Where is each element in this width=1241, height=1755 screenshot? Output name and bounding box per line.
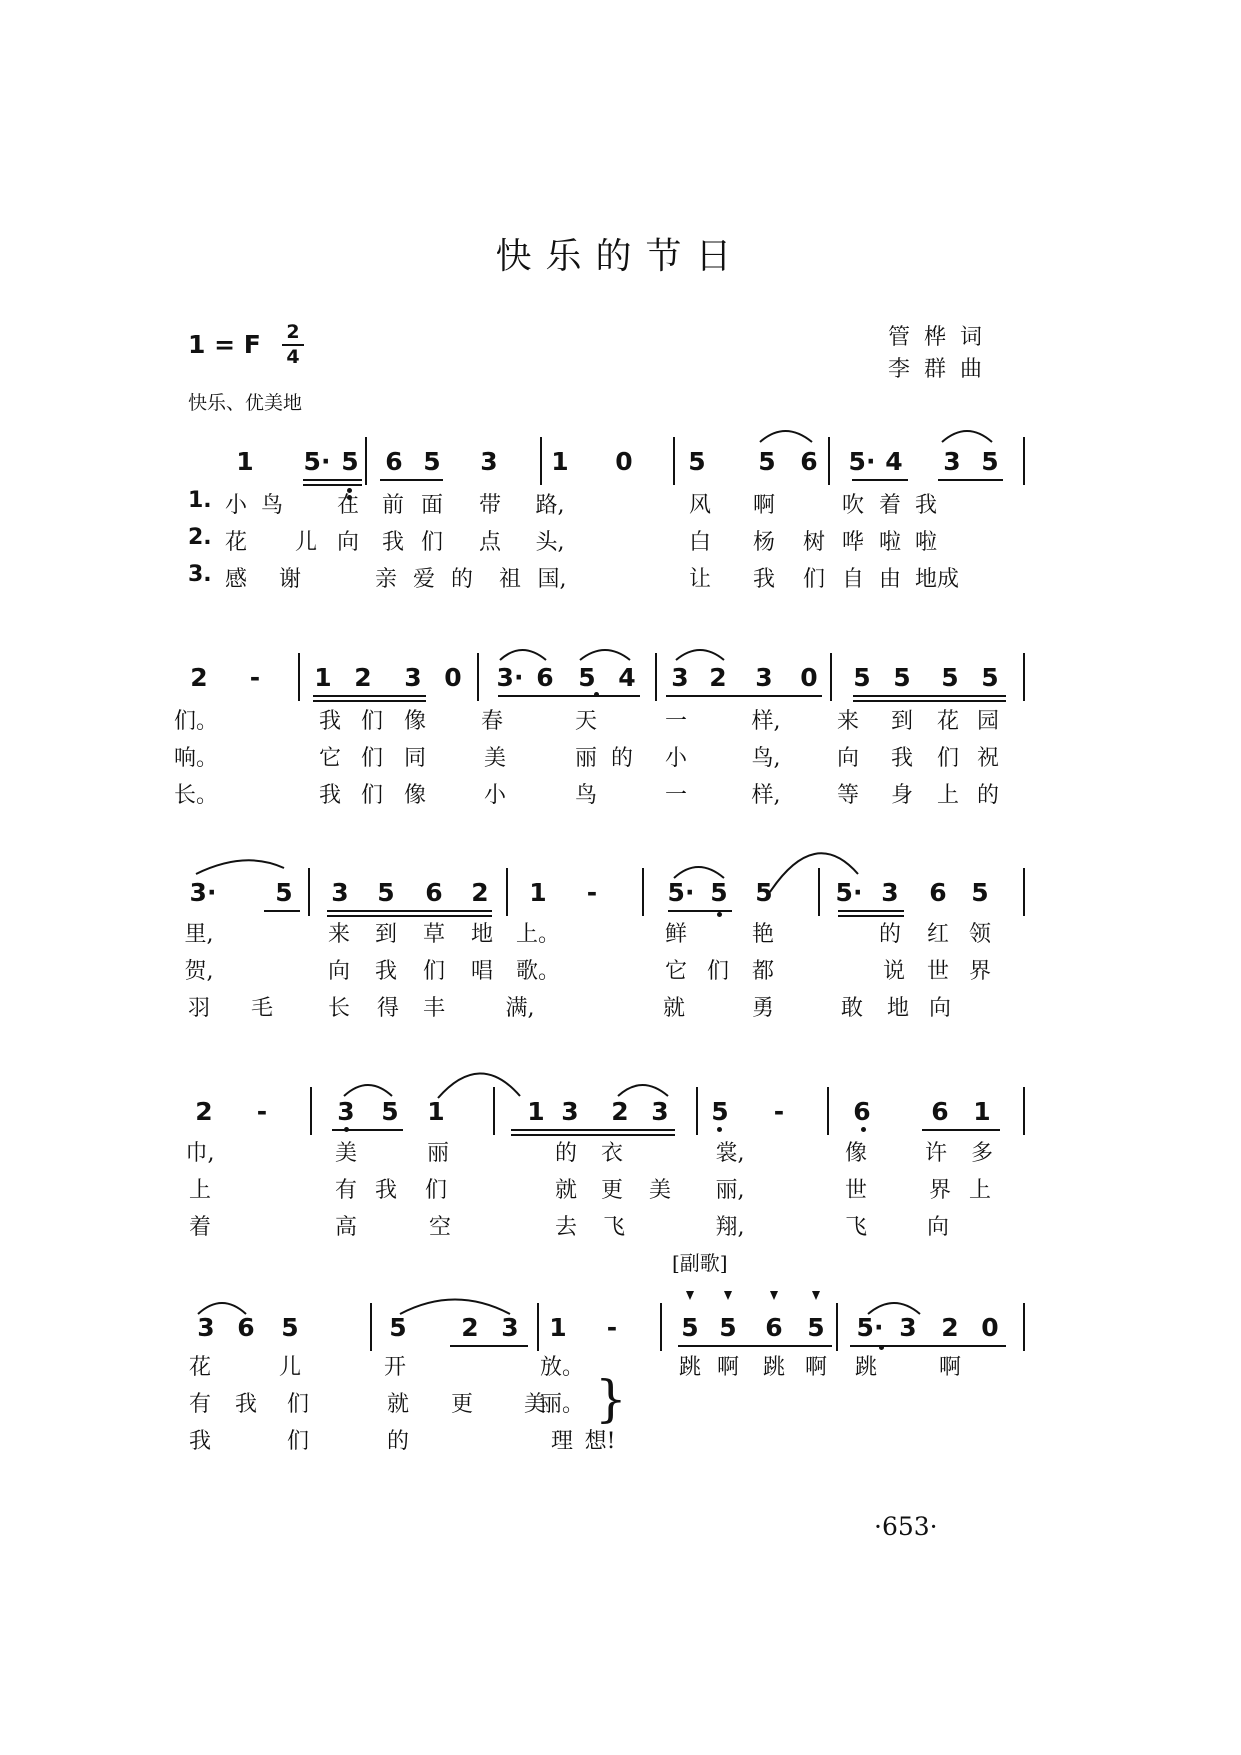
lyric-syllable: 我 [374,959,398,984]
note: 6 [800,447,818,476]
slur [400,1300,510,1315]
note: 5 [389,1313,407,1342]
lyric-syllable: 我 [188,1429,212,1454]
lyric-syllable: 的 [976,783,1000,808]
lyric-syllable: 前 [381,493,405,518]
lyric-syllable: 地 [914,567,938,592]
lyric-syllable: 我 [318,783,342,808]
lyric-syllable: 白 [688,530,712,555]
note: 5 [981,447,999,476]
lyric-syllable: 裳, [715,1141,745,1166]
note: 0 [800,663,818,692]
note: 1 [236,447,254,476]
note: 3 [881,878,899,907]
slur [500,650,546,660]
lyric-syllable: 就 [386,1392,410,1417]
lyric-syllable: 鲜 [664,922,688,947]
slur [198,1303,246,1314]
note: 5 [755,878,773,907]
lyric-syllable: 理 [550,1429,574,1454]
lyric-syllable: 更 [600,1178,624,1203]
lyric-syllable: 同 [403,746,427,771]
note: 5· [303,447,331,476]
note: 5 [981,663,999,692]
time-signature-top: 2 [286,321,300,343]
note: 5 [681,1313,699,1342]
lyric-syllable: 身 [890,783,914,808]
lyric-syllable: 们 [936,746,960,771]
note: 1 [549,1313,567,1342]
note: - [773,1097,785,1126]
lyric-syllable: 鸟 [260,493,284,518]
lyric-syllable: 来 [836,709,860,734]
note: 5 [578,663,596,692]
note: 6 [425,878,443,907]
lyric-syllable: 地 [470,922,494,947]
note: 1 [529,878,547,907]
note: 1 [551,447,569,476]
lyric-syllable: 的 [386,1429,410,1454]
lyric-syllable: 得 [376,996,400,1021]
lyric-syllable: 成 [936,567,960,592]
note: 3 [899,1313,917,1342]
lyric-syllable: 高 [334,1215,358,1240]
note: 5 [275,878,293,907]
note: 2 [195,1097,213,1126]
note: 3 [331,878,349,907]
lyric-syllable: 儿 [278,1355,302,1380]
lyric-syllable: 界 [968,959,992,984]
note: 6 [536,663,554,692]
lyric-syllable: 说 [882,959,906,984]
lyric-syllable: 它 [664,959,688,984]
note: 2 [611,1097,629,1126]
lyricist-credit: 管桦词 [888,325,997,350]
lyric-syllable: 放。 [539,1355,585,1380]
lyric-syllable: 头, [535,530,565,555]
lyric-syllable: 上 [936,783,960,808]
note: 6 [931,1097,949,1126]
lyric-syllable: 美 [334,1141,358,1166]
lyric-syllable: 啦 [878,530,902,555]
verse-number: 1. [188,488,212,513]
lyric-syllable: 点 [478,530,502,555]
note: 3· [189,878,217,907]
lyric-syllable: 跳 [854,1355,878,1380]
lyric-syllable: 响。 [173,746,219,771]
lyric-syllable: 去 [554,1215,578,1240]
note: 2 [461,1313,479,1342]
note: 0 [615,447,633,476]
note: 3 [561,1097,579,1126]
note: - [249,663,261,692]
lyric-syllable: 长 [327,996,351,1021]
note: 3 [671,663,689,692]
lyric-syllable: 领 [968,922,992,947]
lyric-syllable: 们 [286,1392,310,1417]
lyric-syllable: 唱 [470,959,494,984]
lyric-syllable: 在 [336,493,360,518]
lyric-syllable: 让 [688,567,712,592]
key-signature: 1 = F [188,330,261,359]
slur [618,1085,668,1096]
lyric-syllable: 贺, [184,959,214,984]
lyric-syllable: 祖 [498,567,522,592]
lyric-syllable: 向 [928,996,952,1021]
lyric-syllable: 多 [970,1141,994,1166]
song-title: 快乐的节日 [495,236,746,277]
note: 5 [281,1313,299,1342]
note: 4 [885,447,903,476]
lyric-syllable: 里, [184,922,214,947]
lyric-syllable: 杨 [752,530,776,555]
lyric-syllable: 巾, [185,1141,215,1166]
lyric-syllable: 着 [188,1215,212,1240]
lyric-syllable: 美 [483,746,507,771]
lyric-syllable: 丰 [422,996,446,1021]
slur [438,1073,520,1098]
time-signature-bottom: 4 [286,346,300,368]
note: 5· [848,447,876,476]
lyric-syllable: 丽。 [539,1392,585,1417]
note: 0 [444,663,462,692]
note: 5 [710,878,728,907]
lyric-syllable: 上 [968,1178,992,1203]
lyric-syllable: 啊 [804,1355,828,1380]
note: 6 [385,447,403,476]
lyric-syllable: 啦 [914,530,938,555]
note: - [586,878,598,907]
lyric-syllable: 样, [751,783,781,808]
note: 5 [711,1097,729,1126]
note: 3 [480,447,498,476]
lyric-syllable: 一 [664,709,688,734]
lyric-syllable: 吹 [841,493,865,518]
lyric-syllable: 羽 [187,996,211,1021]
lyric-syllable: 向 [336,530,360,555]
verse-number: 2. [188,525,212,550]
lyric-syllable: 小 [483,783,507,808]
note: 1 [314,663,332,692]
slur [580,650,630,660]
lyric-syllable: 花 [936,709,960,734]
lyric-syllable: 感 [224,567,248,592]
lyric-syllable: 啊 [752,493,776,518]
slur [868,1303,920,1314]
lyric-syllable: 我 [318,709,342,734]
slur [770,853,858,892]
lyric-syllable: 飞 [602,1215,626,1240]
note: 2 [941,1313,959,1342]
lyric-syllable: 们 [286,1429,310,1454]
lyric-syllable: 路, [535,493,565,518]
lyric-syllable: 更 [450,1392,474,1417]
lyric-syllable: 我 [234,1392,258,1417]
note: 6 [929,878,947,907]
note: 1 [973,1097,991,1126]
lyric-syllable: 天 [574,709,598,734]
lyric-syllable: 界 [928,1178,952,1203]
lyric-syllable: 跳 [678,1355,702,1380]
lyric-syllable: 带 [478,493,502,518]
lyric-syllable: 世 [844,1178,868,1203]
note: 3· [496,663,524,692]
lyric-syllable: 们 [706,959,730,984]
lyric-syllable: 开 [383,1355,407,1380]
lyric-syllable: 国, [537,567,567,592]
note: 5 [971,878,989,907]
lyric-syllable: 等 [836,783,860,808]
lyric-syllable: 上 [188,1178,212,1203]
lyric-syllable: 的 [554,1141,578,1166]
lyric-syllable: 像 [403,783,427,808]
lyric-syllable: 上。 [515,922,561,947]
note: 6 [237,1313,255,1342]
page-number: ·653· [874,1512,938,1541]
lyric-syllable: 的 [878,922,902,947]
lyric-syllable: 园 [976,709,1000,734]
note: 3 [651,1097,669,1126]
lyric-syllable: 们 [802,567,826,592]
note: 3 [943,447,961,476]
note: 5 [893,663,911,692]
lyric-syllable: 我 [752,567,776,592]
lyric-syllable: 由 [878,567,902,592]
lyric-syllable: 鸟 [574,783,598,808]
note: 3 [755,663,773,692]
lyric-syllable: 翔, [715,1215,745,1240]
note: 0 [981,1313,999,1342]
verse-number: 3. [188,562,212,587]
note: 5 [377,878,395,907]
chorus-label: [副歌] [672,1251,728,1275]
note: 5 [688,447,706,476]
lyric-syllable: 哗 [841,530,865,555]
lyric-syllable: 勇 [751,996,775,1021]
lyric-syllable: 到 [374,922,398,947]
lyric-syllable: 都 [751,959,775,984]
note: 1 [527,1097,545,1126]
note: 5 [853,663,871,692]
lyric-syllable: 满, [505,996,535,1021]
note: 5· [856,1313,884,1342]
slur [196,860,284,874]
lyric-syllable: 啊 [716,1355,740,1380]
lyric-syllable: 世 [926,959,950,984]
lyric-syllable: 我 [374,1178,398,1203]
lyric-syllable: 它 [318,746,342,771]
note: 5 [423,447,441,476]
lyric-syllable: 样, [751,709,781,734]
lyric-syllable: 一 [664,783,688,808]
lyric-syllable: 就 [554,1178,578,1203]
note: - [606,1313,618,1342]
lyric-syllable: 有 [188,1392,212,1417]
lyric-syllable: 向 [926,1215,950,1240]
slur [344,1085,392,1096]
lyric-syllable: 风 [688,493,712,518]
lyric-syllable: 我 [914,493,938,518]
lyric-syllable: 自 [841,567,865,592]
lyric-syllable: 们 [360,746,384,771]
note: 5 [941,663,959,692]
lyric-syllable: 地 [886,996,910,1021]
note: 5 [381,1097,399,1126]
lyric-syllable: 就 [662,996,686,1021]
note: 6 [765,1313,783,1342]
slur [674,867,724,878]
lyric-syllable: 敢 [840,996,864,1021]
lyric-syllable: 跳 [762,1355,786,1380]
note: 2 [354,663,372,692]
lyric-syllable: 艳 [751,922,775,947]
lyric-syllable: 们 [420,530,444,555]
lyric-syllable: 来 [327,922,351,947]
lyric-syllable: 儿 [294,530,318,555]
lyric-syllable: 有 [334,1178,358,1203]
note: 2 [190,663,208,692]
lyric-syllable: 丽, [715,1178,745,1203]
lyric-syllable: 树 [802,530,826,555]
lyric-syllable: 的 [610,746,634,771]
lyric-syllable: 着 [878,493,902,518]
lyric-syllable: 花 [188,1355,212,1380]
note: 5 [341,447,359,476]
lyric-syllable: 向 [327,959,351,984]
lyric-syllable: 丽 [426,1141,450,1166]
lyric-syllable: 我 [890,746,914,771]
lyric-syllable: 们。 [173,709,219,734]
verse-brace: } [595,1370,627,1428]
lyric-syllable: 们 [360,709,384,734]
lyric-syllable: 向 [836,746,860,771]
lyric-syllable: 美 [648,1178,672,1203]
note: 5 [807,1313,825,1342]
slur [942,431,992,442]
lyric-syllable: 红 [926,922,950,947]
lyric-syllable: 祝 [976,746,1000,771]
lyric-syllable: 空 [428,1215,452,1240]
lyric-syllable: 长。 [173,783,219,808]
lyric-syllable: 飞 [844,1215,868,1240]
note: 2 [709,663,727,692]
lyric-syllable: 小 [664,746,688,771]
lyric-syllable: 谢 [278,567,302,592]
lyric-syllable: 像 [403,709,427,734]
note: 3 [404,663,422,692]
lyric-syllable: 毛 [250,996,274,1021]
lyric-syllable: 爱 [412,567,436,592]
note: - [256,1097,268,1126]
note: 3 [501,1313,519,1342]
note: 4 [618,663,636,692]
lyric-syllable: 想! [584,1429,616,1454]
lyric-syllable: 衣 [600,1141,624,1166]
note: 5· [835,878,863,907]
lyric-syllable: 啊 [938,1355,962,1380]
lyric-syllable: 歌。 [515,959,561,984]
lyric-syllable: 我 [381,530,405,555]
note: 5 [758,447,776,476]
lyric-syllable: 亲 [374,567,398,592]
lyric-syllable: 丽 [574,746,598,771]
lyric-syllable: 像 [844,1141,868,1166]
lyric-syllable: 小 [224,493,248,518]
note: 1 [427,1097,445,1126]
slur [676,650,724,660]
lyric-syllable: 春 [480,709,504,734]
tempo-marking: 快乐、优美地 [188,392,303,414]
lyric-syllable: 到 [890,709,914,734]
composer-credit: 李群曲 [888,357,997,382]
slur [760,431,812,442]
lyric-syllable: 们 [422,959,446,984]
note: 6 [853,1097,871,1126]
note: 3 [337,1097,355,1126]
note: 5 [719,1313,737,1342]
lyric-syllable: 许 [924,1141,948,1166]
note: 5· [667,878,695,907]
note: 2 [471,878,489,907]
lyric-syllable: 花 [224,530,248,555]
lyric-syllable: 草 [422,922,446,947]
note: 3 [197,1313,215,1342]
lyric-syllable: 面 [420,493,444,518]
lyric-syllable: 们 [424,1178,448,1203]
lyric-syllable: 们 [360,783,384,808]
lyric-syllable: 鸟, [751,746,781,771]
lyric-syllable: 美 [523,1392,547,1417]
lyric-syllable: 的 [450,567,474,592]
